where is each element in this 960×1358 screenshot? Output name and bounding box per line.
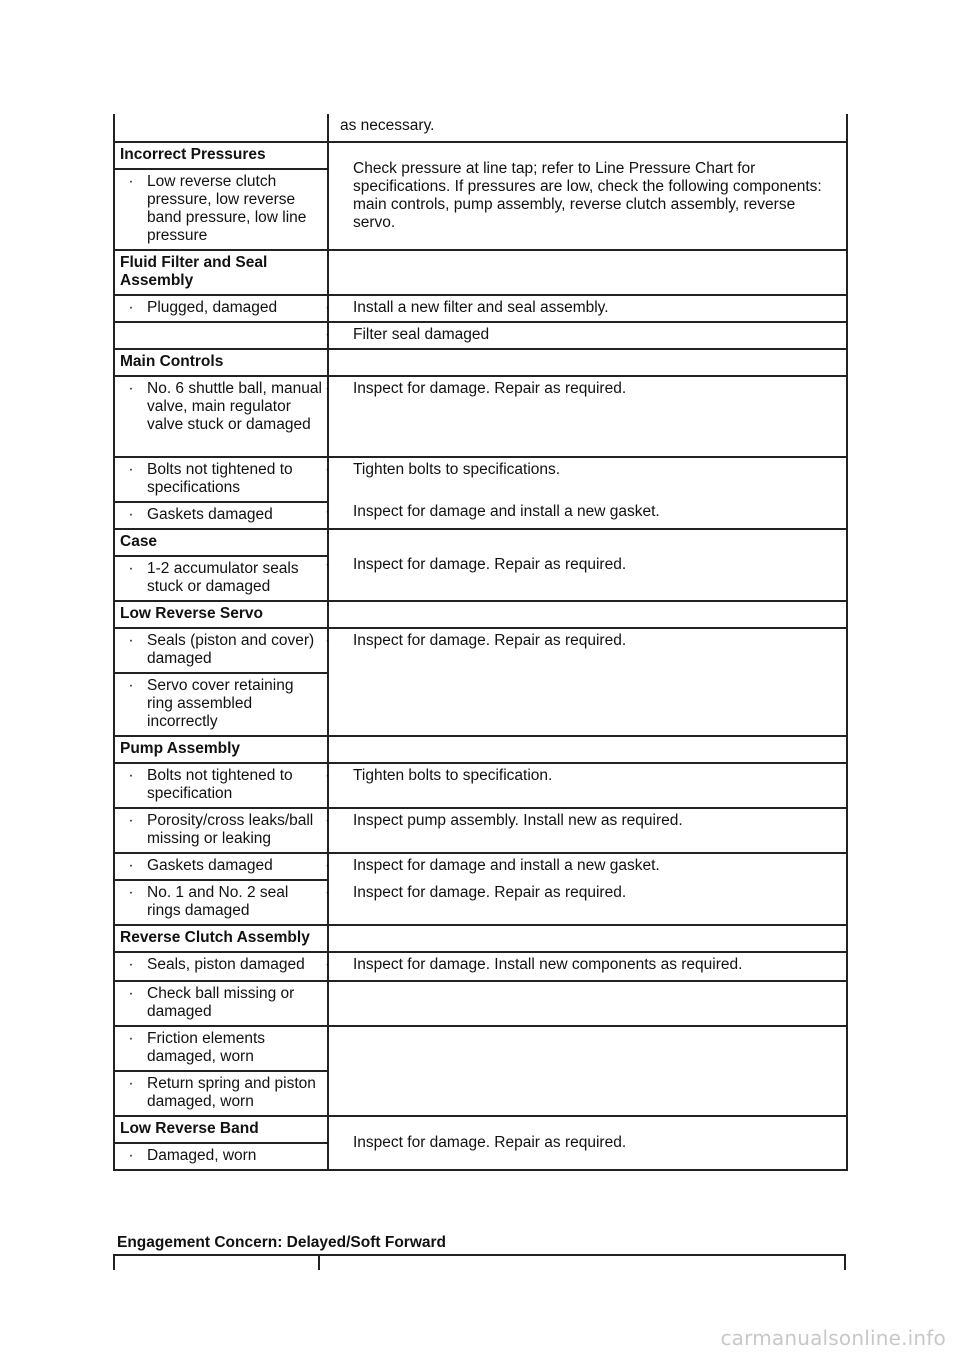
cause-text: Gaskets damaged [147, 506, 273, 523]
continued-action-text: as necessary. [340, 117, 435, 134]
cause-cell [114, 1143, 328, 1170]
cause-text: Plugged, damaged [147, 299, 278, 316]
table-row [114, 142, 847, 169]
empty-cell [328, 601, 847, 628]
table-row [114, 628, 847, 673]
table-row [114, 763, 847, 808]
bullet-icon: · [128, 1147, 134, 1164]
section-title-main-controls: Main Controls [114, 349, 328, 376]
section-title-fluid-filter: Fluid Filter and Seal Assembly [114, 250, 328, 295]
action-cell [325, 853, 847, 925]
cause-cell [114, 853, 328, 880]
bullet-icon: · [325, 956, 331, 973]
bullet-icon: · [128, 884, 134, 901]
action-item [325, 461, 841, 479]
cause-text: 1-2 accumulator seals stuck or damaged [147, 560, 299, 595]
cause-item [128, 985, 322, 1021]
cause-text: Seals (piston and cover) damaged [147, 632, 315, 667]
cause-item [128, 173, 322, 245]
cause-cell [114, 880, 328, 925]
bullet-icon: · [128, 767, 134, 784]
cause-text: No. 1 and No. 2 seal rings damaged [147, 884, 289, 919]
cause-cell [114, 1071, 328, 1116]
action-text: Inspect for damage. Install new components as required. [353, 956, 743, 973]
cause-cell [114, 981, 328, 1026]
bullet-icon: · [128, 380, 134, 397]
bullet-icon: · [325, 503, 331, 520]
action-cell [325, 763, 847, 808]
bullet-icon: · [325, 812, 331, 829]
section-title-pump-assembly: Pump Assembly [114, 736, 328, 763]
cause-item [128, 956, 322, 974]
cause-cell [114, 628, 328, 673]
action-item [325, 555, 841, 574]
action-cell [325, 952, 847, 981]
table-row [114, 952, 847, 981]
cause-cell [114, 952, 328, 981]
cause-text: Gaskets damaged [147, 857, 273, 874]
table-row [114, 349, 847, 376]
action-item [325, 380, 841, 398]
bullet-icon: · [325, 767, 331, 784]
action-cell [325, 322, 847, 349]
table-row [114, 1026, 847, 1071]
bullet-icon: · [128, 299, 134, 316]
action-cell [325, 808, 847, 853]
action-item [325, 884, 841, 902]
cause-text: Seals, piston damaged [147, 956, 305, 973]
action-cell [325, 1116, 847, 1170]
cause-text: Return spring and piston damaged, worn [147, 1075, 316, 1110]
cause-item [128, 461, 322, 497]
action-text: Filter seal damaged [353, 326, 490, 343]
bullet-icon: · [128, 560, 134, 577]
action-item [325, 767, 841, 785]
action-cell [325, 376, 847, 457]
cause-cell [114, 169, 328, 250]
empty-cell [328, 250, 847, 295]
section-heading: Engagement Concern: Delayed/Soft Forward [117, 1234, 446, 1251]
watermark: carmanualsonline.info [720, 1326, 946, 1350]
empty-cell [114, 114, 328, 142]
next-table-top-border [113, 1254, 846, 1270]
cause-item [128, 560, 322, 596]
cause-text: Bolts not tightened to specifications [147, 461, 293, 496]
table-divider [113, 1256, 115, 1270]
cause-item [128, 857, 322, 875]
table-row [114, 114, 847, 142]
table-row [114, 925, 847, 952]
bullet-icon: · [128, 677, 134, 694]
action-text: Inspect for damage. Repair as required. [353, 555, 627, 573]
action-text: Inspect for damage. Repair as required. [353, 884, 627, 901]
bullet-icon: · [325, 461, 331, 478]
action-item [325, 299, 841, 317]
cause-text: Servo cover retaining ring assembled incorrectly [147, 677, 294, 730]
table-row [114, 376, 847, 457]
action-cell [325, 295, 847, 322]
cause-cell [114, 1026, 328, 1071]
bullet-icon: · [325, 1133, 331, 1151]
cause-item [128, 632, 322, 668]
continued-action-cell [328, 114, 847, 142]
cause-text: Bolts not tightened to specification [147, 767, 293, 802]
cause-cell [114, 502, 328, 529]
cause-item [128, 1075, 322, 1111]
cause-item [128, 1030, 322, 1066]
cause-cell [114, 808, 328, 853]
bullet-icon: · [325, 857, 331, 874]
section-title-incorrect-pressures: Incorrect Pressures [114, 142, 328, 169]
action-item [325, 159, 841, 232]
table-row [114, 601, 847, 628]
bullet-icon: · [325, 326, 331, 343]
empty-cell [328, 1026, 847, 1116]
action-text: Tighten bolts to specifications. [353, 461, 561, 478]
action-text: Inspect for damage. Repair as required. [353, 380, 627, 397]
bullet-icon: · [128, 461, 134, 478]
bullet-icon: · [325, 159, 331, 177]
bullet-icon: · [325, 632, 331, 649]
section-title-low-reverse-band: Low Reverse Band [114, 1116, 328, 1143]
empty-cell [328, 736, 847, 763]
table-row [114, 457, 847, 502]
cause-cell [114, 556, 328, 601]
cause-cell [114, 457, 328, 502]
action-item [325, 632, 841, 650]
action-text: Inspect for damage and install a new gasket. [353, 503, 660, 520]
table-row [114, 853, 847, 880]
cause-text: Friction elements damaged, worn [147, 1030, 266, 1065]
action-text: Inspect for damage and install a new gasket. [353, 857, 660, 874]
bullet-icon: · [325, 555, 331, 573]
cause-item [128, 884, 322, 920]
section-title-case: Case [114, 529, 328, 556]
bullet-icon: · [128, 857, 134, 874]
table-row [114, 529, 847, 556]
table-divider [318, 1256, 320, 1270]
bullet-icon: · [128, 632, 134, 649]
table-row [114, 808, 847, 853]
section-title-reverse-clutch: Reverse Clutch Assembly [114, 925, 328, 952]
cause-cell [114, 376, 328, 457]
cause-cell [114, 763, 328, 808]
action-cell [325, 142, 847, 250]
cause-text: No. 6 shuttle ball, manual valve, main regulator valve stuck or damaged [147, 380, 322, 433]
cause-item [128, 506, 322, 524]
cause-item [128, 1147, 322, 1165]
bullet-icon: · [325, 299, 331, 316]
table-divider [844, 1256, 846, 1270]
empty-cell [328, 981, 847, 1026]
bullet-icon: · [325, 380, 331, 397]
table-row [114, 295, 847, 322]
diagnostic-table [113, 114, 848, 1171]
action-item [325, 857, 841, 875]
empty-cell [328, 349, 847, 376]
bullet-icon: · [128, 506, 134, 523]
table-row [114, 1116, 847, 1143]
cause-item [128, 767, 322, 803]
cause-text: Check ball missing or damaged [147, 985, 295, 1020]
bullet-icon: · [128, 812, 134, 829]
empty-cell [328, 925, 847, 952]
bullet-icon: · [128, 1075, 134, 1092]
table-row [114, 981, 847, 1026]
action-text: Inspect for damage. Repair as required. [353, 1133, 627, 1151]
action-item [325, 1133, 841, 1152]
cause-item [128, 812, 322, 848]
action-item [325, 503, 841, 521]
bullet-icon: · [128, 956, 134, 973]
action-text: Inspect for damage. Repair as required. [353, 632, 627, 649]
bullet-icon: · [128, 985, 134, 1002]
action-cell [325, 628, 847, 736]
action-text: Inspect pump assembly. Install new as required. [353, 812, 683, 829]
bullet-icon: · [128, 173, 134, 190]
cause-text: Porosity/cross leaks/ball missing or leaking [147, 812, 314, 847]
bullet-icon: · [325, 884, 331, 901]
action-item [325, 812, 841, 830]
table-row [114, 322, 847, 349]
cause-item [128, 299, 322, 317]
cause-text: Low reverse clutch pressure, low reverse band pressure, low line pressure [147, 173, 307, 244]
action-text: Tighten bolts to specification. [353, 767, 553, 784]
table-row [114, 250, 847, 295]
action-text: Install a new filter and seal assembly. [353, 299, 609, 316]
action-cell [325, 529, 847, 601]
action-cell [325, 457, 847, 529]
section-title-low-reverse-servo: Low Reverse Servo [114, 601, 328, 628]
empty-cell [114, 322, 328, 349]
action-item [325, 956, 841, 974]
cause-item [128, 677, 322, 731]
cause-cell [114, 673, 328, 736]
action-text: Check pressure at line tap; refer to Line Pressure Chart for specifications. If pressures are low, check the following components: main controls, pump assembly, reverse clutch assembly, reverse servo. [353, 159, 822, 231]
bullet-icon: · [128, 1030, 134, 1047]
cause-cell [114, 295, 328, 322]
cause-item [128, 380, 322, 434]
table-row [114, 736, 847, 763]
cause-text: Damaged, worn [147, 1147, 257, 1164]
action-item [325, 326, 841, 344]
